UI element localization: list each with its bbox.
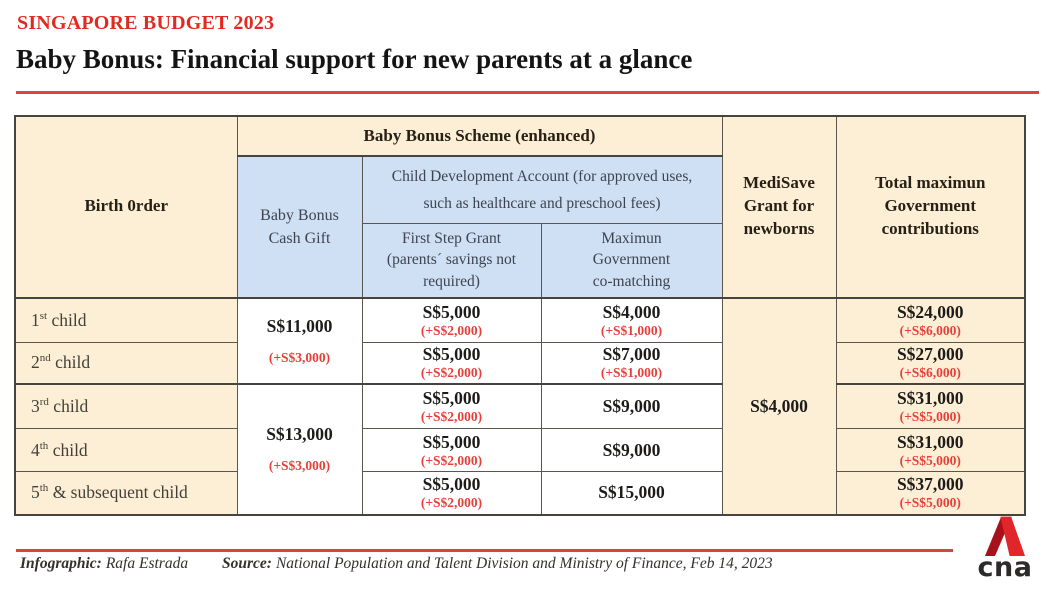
cna-logo xyxy=(977,516,1033,582)
first-step-value xyxy=(362,472,541,515)
row-label-ordinal: th xyxy=(39,439,49,452)
row-label-num: 1 xyxy=(31,309,40,330)
co-matching-value xyxy=(541,472,722,515)
first-step-amount: S$5,000 xyxy=(422,431,481,452)
cash-gift-value xyxy=(237,384,362,515)
first-step-delta: (+S$2,000) xyxy=(420,452,483,468)
total-delta: (+S$6,000) xyxy=(899,322,961,338)
total-value xyxy=(836,429,1025,472)
total-amount: S$37,000 xyxy=(896,474,964,495)
row-label-num: 3 xyxy=(31,395,40,416)
row-label-ordinal: st xyxy=(39,309,48,322)
baby-bonus-table xyxy=(14,115,1026,516)
total-delta: (+S$5,000) xyxy=(899,495,961,511)
source-value: National Population and Talent Division and Ministry of Finance, Feb 14, 2023 xyxy=(275,555,773,572)
co-matching-header-label: Maximun Government co-matching xyxy=(592,229,671,290)
row-label xyxy=(15,343,237,384)
total-value xyxy=(836,343,1025,384)
co-matching-amount: S$7,000 xyxy=(602,344,661,365)
co-matching-value xyxy=(541,343,722,384)
infographic-value: Rafa Estrada xyxy=(105,555,189,572)
total-delta: (+S$5,000) xyxy=(899,408,961,424)
co-matching-header xyxy=(541,223,722,298)
table-row xyxy=(15,343,1025,384)
source-label: Source: xyxy=(222,555,272,572)
table-row xyxy=(15,472,1025,515)
co-matching-amount: S$15,000 xyxy=(598,482,665,503)
source-credit xyxy=(222,555,773,573)
first-step-value xyxy=(362,343,541,384)
birth-order-header: Birth 0rder xyxy=(15,116,237,298)
infographic-label: Infographic: xyxy=(20,555,102,572)
first-step-header-label: First Step Grant (parents´ savings not required) xyxy=(386,229,517,290)
row-label xyxy=(15,384,237,429)
table-row xyxy=(15,298,1025,343)
co-matching-value xyxy=(541,384,722,429)
total-value xyxy=(836,472,1025,515)
row-label-rest: & subsequent child xyxy=(48,482,188,503)
row-label xyxy=(15,429,237,472)
first-step-delta: (+S$2,000) xyxy=(420,408,483,424)
total-header: Total maximun Government contributions xyxy=(836,116,1025,298)
medisave-header: MediSave Grant for newborns xyxy=(722,116,836,298)
row-label-num: 4 xyxy=(31,439,40,460)
table-row xyxy=(15,429,1025,472)
first-step-value xyxy=(362,298,541,343)
co-matching-amount: S$4,000 xyxy=(602,301,661,322)
cna-wordmark: cna xyxy=(977,552,1033,583)
first-step-amount: S$5,000 xyxy=(422,301,481,322)
total-amount: S$24,000 xyxy=(896,301,964,322)
table-row xyxy=(15,384,1025,429)
row-label xyxy=(15,298,237,343)
scheme-header: Baby Bonus Scheme (enhanced) xyxy=(237,116,722,156)
first-step-value xyxy=(362,384,541,429)
co-matching-delta: (+S$1,000) xyxy=(600,365,663,381)
row-label-ordinal: nd xyxy=(39,352,51,365)
kicker: SINGAPORE BUDGET 2023 xyxy=(17,12,275,34)
row-label-rest: child xyxy=(47,309,87,330)
cash-gift-amount: S$13,000 xyxy=(266,424,333,445)
co-matching-delta: (+S$1,000) xyxy=(600,322,663,338)
first-step-amount: S$5,000 xyxy=(422,474,481,495)
co-matching-amount: S$9,000 xyxy=(602,439,661,460)
row-label-num: 5 xyxy=(31,482,40,503)
co-matching-value xyxy=(541,298,722,343)
first-step-delta: (+S$2,000) xyxy=(420,322,483,338)
total-delta: (+S$5,000) xyxy=(899,452,961,468)
total-amount: S$31,000 xyxy=(896,387,964,408)
first-step-value xyxy=(362,429,541,472)
total-value xyxy=(836,384,1025,429)
first-step-amount: S$5,000 xyxy=(422,387,481,408)
row-label-ordinal: th xyxy=(39,482,49,495)
infographic-credit xyxy=(20,555,188,573)
row-label-rest: child xyxy=(48,439,88,460)
page-title: Baby Bonus: Financial support for new parents at a glance xyxy=(16,44,693,74)
total-amount: S$27,000 xyxy=(896,344,964,365)
medisave-value: S$4,000 xyxy=(722,298,836,515)
title-rule xyxy=(16,91,1039,94)
cash-gift-delta: (+S$3,000) xyxy=(268,349,331,365)
total-amount: S$31,000 xyxy=(896,431,964,452)
first-step-header xyxy=(362,223,541,298)
row-label-num: 2 xyxy=(31,352,40,373)
total-delta: (+S$6,000) xyxy=(899,365,961,381)
row-label-ordinal: rd xyxy=(39,395,49,408)
cash-gift-amount: S$11,000 xyxy=(266,315,333,336)
cna-mark-icon xyxy=(983,516,1027,556)
co-matching-value xyxy=(541,429,722,472)
co-matching-amount: S$9,000 xyxy=(602,395,661,416)
total-value xyxy=(836,298,1025,343)
cash-gift-header: Baby Bonus Cash Gift xyxy=(237,156,362,298)
cda-header: Child Development Account (for approved uses, such as healthcare and preschool fees) xyxy=(362,156,722,223)
footer-rule xyxy=(16,549,953,552)
first-step-delta: (+S$2,000) xyxy=(420,365,483,381)
first-step-delta: (+S$2,000) xyxy=(420,495,483,511)
cash-gift-delta: (+S$3,000) xyxy=(268,458,331,474)
row-label xyxy=(15,472,237,515)
first-step-amount: S$5,000 xyxy=(422,344,481,365)
row-label-rest: child xyxy=(50,352,91,373)
row-label-rest: child xyxy=(48,395,89,416)
cash-gift-value xyxy=(237,298,362,384)
